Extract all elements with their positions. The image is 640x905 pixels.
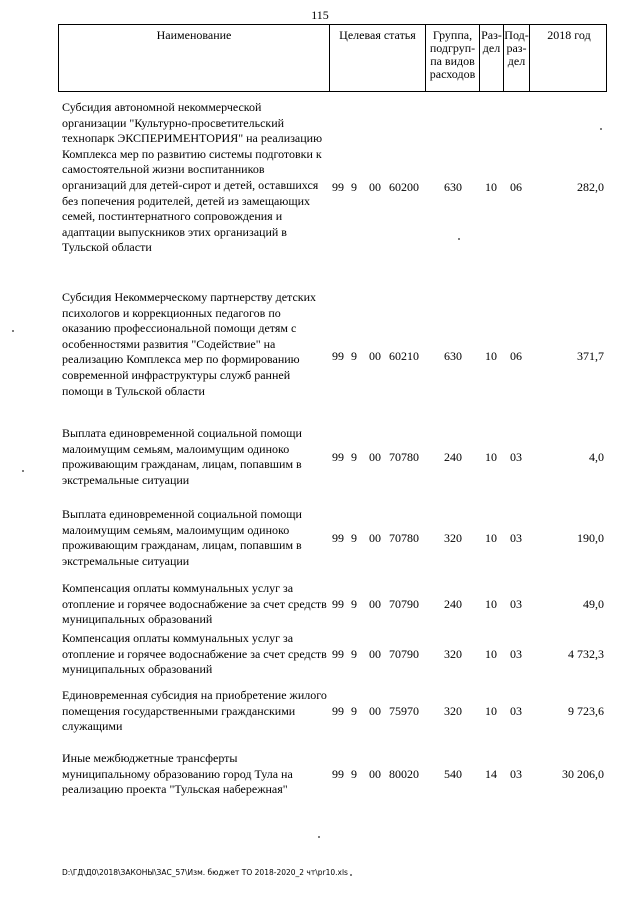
header-section-line: Раз- bbox=[481, 28, 502, 42]
row-target-1: 99 bbox=[332, 180, 344, 194]
row-target-3: 00 bbox=[369, 597, 381, 611]
row-group: 240 bbox=[444, 597, 462, 611]
header-name-col bbox=[59, 25, 329, 91]
row-target-1: 99 bbox=[332, 531, 344, 545]
row-value: 282,0 bbox=[577, 180, 604, 194]
row-section: 10 bbox=[485, 704, 497, 718]
header-target: Целевая статья bbox=[339, 28, 416, 42]
scan-speck bbox=[12, 330, 14, 332]
row-target-2: 9 bbox=[351, 531, 357, 545]
header-group-line: па видов bbox=[430, 54, 475, 68]
row-value: 371,7 bbox=[577, 349, 604, 363]
row-group: 240 bbox=[444, 450, 462, 464]
row-target-4: 70790 bbox=[389, 647, 419, 661]
row-target-4: 60210 bbox=[389, 349, 419, 363]
row-value: 30 206,0 bbox=[562, 767, 604, 781]
row-group: 630 bbox=[444, 349, 462, 363]
header-group-line: расходов bbox=[429, 67, 476, 81]
header-group-line: Группа, bbox=[432, 28, 473, 42]
file-path-footer: D:\ГД\Д0\2018\ЗАКОНЫ\ЗАС_57\Изм. бюджет ТО 2018-2020_2 чт\pr10.xls bbox=[62, 868, 348, 877]
row-subsection: 06 bbox=[510, 180, 522, 194]
header-group-col bbox=[425, 25, 479, 91]
row-subsection: 06 bbox=[510, 349, 522, 363]
row-section: 10 bbox=[485, 180, 497, 194]
row-target-1: 99 bbox=[332, 450, 344, 464]
row-target-2: 9 bbox=[351, 450, 357, 464]
scan-speck bbox=[22, 470, 24, 472]
row-target-3: 00 bbox=[369, 531, 381, 545]
row-value: 190,0 bbox=[577, 531, 604, 545]
row-value: 4 732,3 bbox=[568, 647, 604, 661]
row-value: 4,0 bbox=[589, 450, 604, 464]
row-target-1: 99 bbox=[332, 597, 344, 611]
row-target-1: 99 bbox=[332, 647, 344, 661]
row-name: Компенсация оплаты коммунальных услуг за отопление и горячее водоснабжение за счет средств муниципальных образований bbox=[62, 631, 327, 677]
row-target-3: 00 bbox=[369, 704, 381, 718]
row-target-2: 9 bbox=[351, 704, 357, 718]
row-target-2: 9 bbox=[351, 647, 357, 661]
header-section-line: дел bbox=[482, 41, 501, 55]
header-group-line: подгруп- bbox=[429, 41, 476, 55]
row-value: 49,0 bbox=[583, 597, 604, 611]
row-target-2: 9 bbox=[351, 767, 357, 781]
row-subsection: 03 bbox=[510, 597, 522, 611]
row-section: 10 bbox=[485, 531, 497, 545]
header-subsection-line: раз- bbox=[506, 41, 527, 55]
header-year-col bbox=[529, 25, 608, 91]
row-target-4: 70780 bbox=[389, 450, 419, 464]
row-target-3: 00 bbox=[369, 647, 381, 661]
header-year: 2018 год bbox=[547, 28, 591, 42]
header-subsection-line: дел bbox=[507, 54, 526, 68]
row-section: 10 bbox=[485, 647, 497, 661]
row-target-1: 99 bbox=[332, 349, 344, 363]
row-target-3: 00 bbox=[369, 180, 381, 194]
row-subsection: 03 bbox=[510, 450, 522, 464]
row-target-2: 9 bbox=[351, 180, 357, 194]
scan-speck bbox=[600, 128, 602, 130]
row-target-4: 60200 bbox=[389, 180, 419, 194]
row-section: 14 bbox=[485, 767, 497, 781]
row-section: 10 bbox=[485, 450, 497, 464]
row-target-2: 9 bbox=[351, 349, 357, 363]
header-target-col bbox=[329, 25, 425, 91]
scan-speck bbox=[318, 836, 320, 838]
row-target-3: 00 bbox=[369, 349, 381, 363]
row-group: 630 bbox=[444, 180, 462, 194]
row-group: 320 bbox=[444, 531, 462, 545]
row-target-4: 75970 bbox=[389, 704, 419, 718]
row-target-4: 70780 bbox=[389, 531, 419, 545]
row-subsection: 03 bbox=[510, 767, 522, 781]
row-name: Выплата единовременной социальной помощи малоимущим семьям, малоимущим одиноко проживающим гражданам, лицам, попавшим в экстремальные ситуации bbox=[62, 426, 302, 487]
row-target-4: 80020 bbox=[389, 767, 419, 781]
scan-speck bbox=[350, 874, 352, 876]
row-name: Выплата единовременной социальной помощи малоимущим семьям, малоимущим одиноко проживающим гражданам, лицам, попавшим в экстремальные ситуации bbox=[62, 507, 302, 568]
row-value: 9 723,6 bbox=[568, 704, 604, 718]
row-target-2: 9 bbox=[351, 597, 357, 611]
row-name: Компенсация оплаты коммунальных услуг за отопление и горячее водоснабжение за счет средств муниципальных образований bbox=[62, 581, 327, 627]
row-target-3: 00 bbox=[369, 767, 381, 781]
row-target-1: 99 bbox=[332, 767, 344, 781]
row-name: Субсидия Некоммерческому партнерству детских психологов и коррекционных педагогов по оказанию профессиональной помощи детям с особенностями развития "Содействие" на реализацию Комплекса мер по формированию современной инфраструктуры служб ранней помощи в Тульской области bbox=[62, 290, 317, 398]
header-name: Наименование bbox=[156, 28, 232, 42]
row-name: Иные межбюджетные трансферты муниципальному образованию город Тула на реализацию проекта "Тульская набережная" bbox=[62, 751, 293, 797]
row-subsection: 03 bbox=[510, 704, 522, 718]
row-subsection: 03 bbox=[510, 531, 522, 545]
row-name: Единовременная субсидия на приобретение жилого помещения государственными гражданскими служащими bbox=[62, 688, 327, 734]
row-name: Субсидия автономной некоммерческой организации "Культурно-просветительский технопарк ЭКСПЕРИМЕНТОРИЯ" на реализацию Комплекса мер по развитию системы подготовки к самостоятельной жизни воспитанников организаций для детей-сирот и детей, оставшихся без попечения родителей, детей из замещающих семей, постинтернатного сопровождения и адаптации выпускников этих организаций в Тульской области bbox=[62, 100, 323, 255]
header-subsection-col bbox=[503, 25, 529, 91]
row-section: 10 bbox=[485, 349, 497, 363]
row-section: 10 bbox=[485, 597, 497, 611]
header-section-col bbox=[479, 25, 503, 91]
header-subsection-line: Под- bbox=[504, 28, 529, 42]
row-group: 320 bbox=[444, 704, 462, 718]
row-subsection: 03 bbox=[510, 647, 522, 661]
page-number: 115 bbox=[311, 8, 329, 22]
row-target-3: 00 bbox=[369, 450, 381, 464]
row-target-1: 99 bbox=[332, 704, 344, 718]
table-header bbox=[58, 24, 607, 92]
scan-speck bbox=[458, 238, 460, 240]
row-target-4: 70790 bbox=[389, 597, 419, 611]
row-group: 320 bbox=[444, 647, 462, 661]
row-group: 540 bbox=[444, 767, 462, 781]
